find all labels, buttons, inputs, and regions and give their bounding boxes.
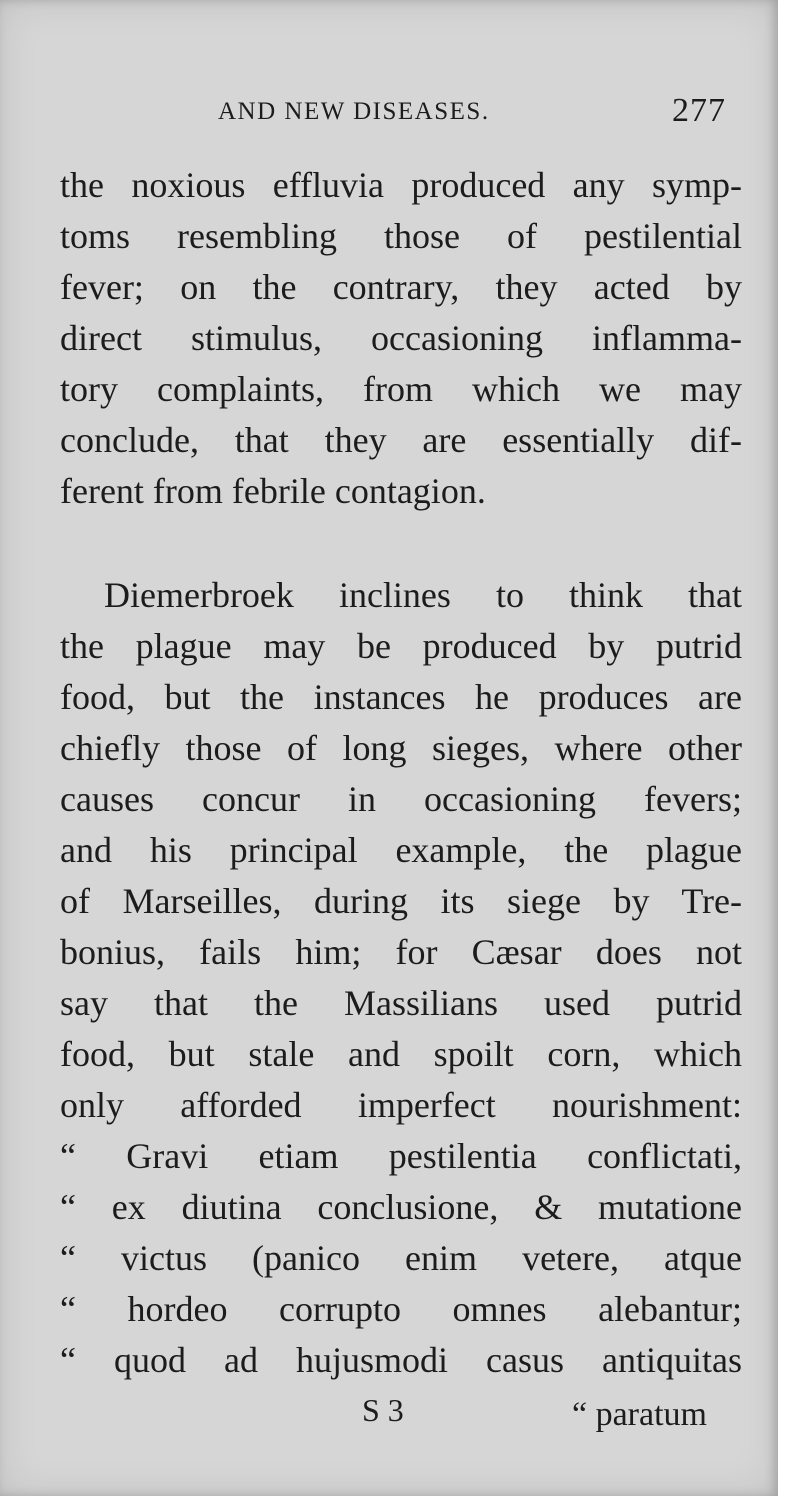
page-footer [0, 1392, 778, 1442]
text-line: of Marseilles, during its siege by Tre- [60, 881, 742, 921]
text-line: “ quod ad hujusmodi casus antiquitas [60, 1340, 742, 1380]
text-line: the noxious effluvia produced any symp- [60, 165, 742, 205]
text-line: direct stimulus, occasioning inflamma- [60, 318, 742, 358]
text-line: “ victus (panico enim vetere, atque [60, 1238, 742, 1278]
page-header [0, 92, 778, 142]
text-line: toms resembling those of pestilential [60, 216, 742, 256]
text-line: food, but stale and spoilt corn, which [60, 1034, 742, 1074]
text-line: tory complaints, from which we may [60, 369, 742, 409]
page-number: 277 [672, 92, 726, 129]
text-line: “ ex diutina conclusione, & mutatione [60, 1187, 742, 1227]
text-line: ferent from febrile contagion. [60, 471, 486, 511]
text-line: causes concur in occasioning fevers; [60, 779, 742, 819]
paragraph [60, 570, 742, 1386]
signature-mark: S 3 [362, 1392, 404, 1428]
text-line: “ Gravi etiam pestilentia conflictati, [60, 1136, 742, 1176]
text-line: say that the Massilians used putrid [60, 983, 742, 1023]
text-line: fever; on the contrary, they acted by [60, 267, 742, 307]
text-line: chiefly those of long sieges, where other [60, 728, 742, 768]
text-line: only afforded imperfect nourishment: [60, 1085, 742, 1125]
text-line: and his principal example, the plague [60, 830, 742, 870]
text-line: conclude, that they are essentially dif- [60, 420, 742, 460]
page-edge [778, 0, 800, 1496]
catchword: “ paratum [572, 1396, 707, 1433]
text-line: bonius, fails him; for Cæsar does not [60, 932, 742, 972]
running-head: AND NEW DISEASES. [218, 98, 490, 125]
text-line: the plague may be produced by putrid [60, 626, 742, 666]
paragraph [60, 160, 742, 517]
text-line: Diemerbroek inclines to think that [104, 575, 742, 615]
text-line: food, but the instances he produces are [60, 677, 742, 717]
body-text [60, 160, 742, 1386]
text-line: “ hordeo corrupto omnes alebantur; [60, 1289, 742, 1329]
paragraph-gap [60, 517, 742, 570]
